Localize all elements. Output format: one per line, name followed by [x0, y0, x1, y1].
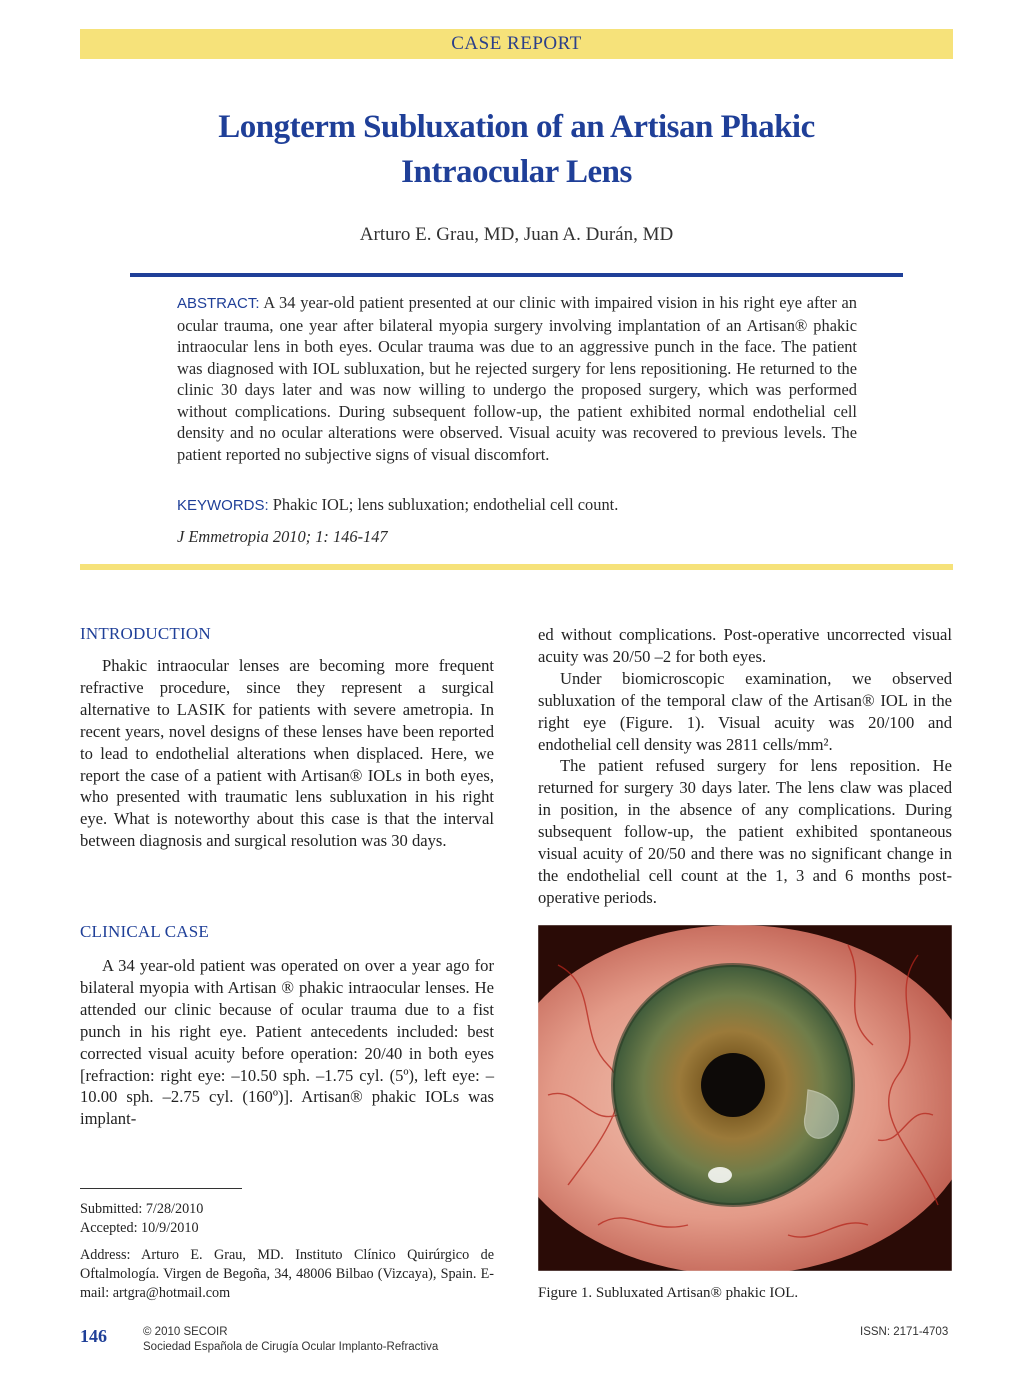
- authors: Arturo E. Grau, MD, Juan A. Durán, MD: [359, 224, 674, 245]
- abstract-label: ABSTRACT:: [177, 295, 260, 312]
- abstract-divider: [80, 564, 953, 570]
- right-paragraph-3: The patient refused surgery for lens reposition. He returned for surgery 30 days later. The lens claw was placed in position, in the absence of any complications. During subsequent follow-up, the patient exhibited spontaneous visual acuity of 20/50 and there was no significant change in the endothelial cell count at the 1, 3 and 6 months post-operative periods.: [538, 756, 952, 907]
- issn: ISSN: 2171-4703: [860, 1326, 949, 1338]
- right-paragraph-1: ed without complications. Post-operative uncorrected visual acuity was 20/50 –2 for both eyes.: [538, 625, 952, 666]
- title-line-2: Intraocular Lens: [401, 154, 632, 190]
- keywords-label: KEYWORDS:: [177, 497, 269, 514]
- right-paragraph-2: Under biomicroscopic examination, we observed subluxation of the temporal claw of the Artisan® IOL in the right eye (Figure. 1). Visual acuity was 20/100 and endothelial cell density was 2811 cells/mm².: [538, 668, 952, 754]
- clinical-case-paragraph: A 34 year-old patient was operated on over a year ago for bilateral myopia with Artisan ® phakic intraocular lenses. He attended our clinic because of ocular trauma due to a fist punch in his right eye. Patient antecedents included: best corrected visual acuity before operation: 20/40 in both eyes [refraction: right eye: –10.50 sph. –1.75 cyl. (5º), left eye: –10.00 sph. –2.75 cyl. (160º)]. Artisan® phakic IOLs was implant-: [80, 956, 494, 1129]
- introduction-heading: INTRODUCTION: [80, 624, 211, 643]
- keywords: [177, 495, 857, 515]
- introduction-body: [80, 655, 494, 852]
- section-band-label: CASE REPORT: [451, 33, 582, 54]
- figure-caption: Figure 1. Subluxated Artisan® phakic IOL.: [538, 1285, 799, 1301]
- society-name: Sociedad Española de Cirugía Ocular Implanto-Refractiva: [143, 1341, 439, 1353]
- copyright: © 2010 SECOIR: [143, 1326, 228, 1338]
- pupil: [701, 1053, 765, 1117]
- article-title: [120, 105, 913, 195]
- introduction-paragraph: Phakic intraocular lenses are becoming more frequent refractive procedure, since they represent a surgical alternative to LASIK for patients with severe ametropia. In recent years, novel designs of these lenses have been reported to lead to endothelial alterations when displaced. Here, we report the case of a patient with Artisan® IOLs in both eyes, who presented with traumatic lens subluxation in his right eye. What is noteworthy about this case is that the interval between diagnosis and surgical resolution was 30 days.: [80, 656, 494, 851]
- clinical-case-body: [80, 955, 494, 1130]
- right-column-text: [538, 624, 952, 909]
- light-reflection: [708, 1167, 732, 1183]
- citation: J Emmetropia 2010; 1: 146-147: [177, 527, 388, 546]
- clinical-case-heading: CLINICAL CASE: [80, 922, 209, 941]
- accepted-date: Accepted: 10/9/2010: [80, 1220, 199, 1236]
- title-divider: [130, 273, 903, 277]
- footnote-divider: [80, 1188, 242, 1189]
- submitted-date: Submitted: 7/28/2010: [80, 1201, 204, 1217]
- eye-photograph: [538, 925, 952, 1271]
- correspondence-address: Address: Arturo E. Grau, MD. Instituto Clínico Quirúrgico de Oftalmología. Virgen de Begoña, 34, 48006 Bilbao (Vizcaya), Spain. E-mail: artgra@hotmail.com: [80, 1247, 494, 1301]
- abstract-text: A 34 year-old patient presented at our clinic with impaired vision in his right eye after an ocular trauma, one year after bilateral myopia surgery involving implantation of an Artisan® phakic intraocular lens in both eyes. Ocular trauma was due to an aggressive punch in the face. The patient was diagnosed with IOL subluxation, but he rejected surgery for lens repositioning. He returned to the clinic 30 days later and was now willing to undergo the proposed surgery, which was performed without complications. During subsequent follow-up, the patient exhibited normal endothelial cell density and no ocular alterations were observed. Visual acuity was recovered to previous levels. The patient reported no subjective signs of visual discomfort.: [177, 293, 858, 464]
- keywords-text: Phakic IOL; lens subluxation; endothelial cell count.: [272, 495, 619, 514]
- page-number: 146: [80, 1326, 107, 1346]
- title-line-1: Longterm Subluxation of an Artisan Phakic: [218, 109, 815, 145]
- section-band: [80, 29, 953, 59]
- abstract: [177, 292, 857, 465]
